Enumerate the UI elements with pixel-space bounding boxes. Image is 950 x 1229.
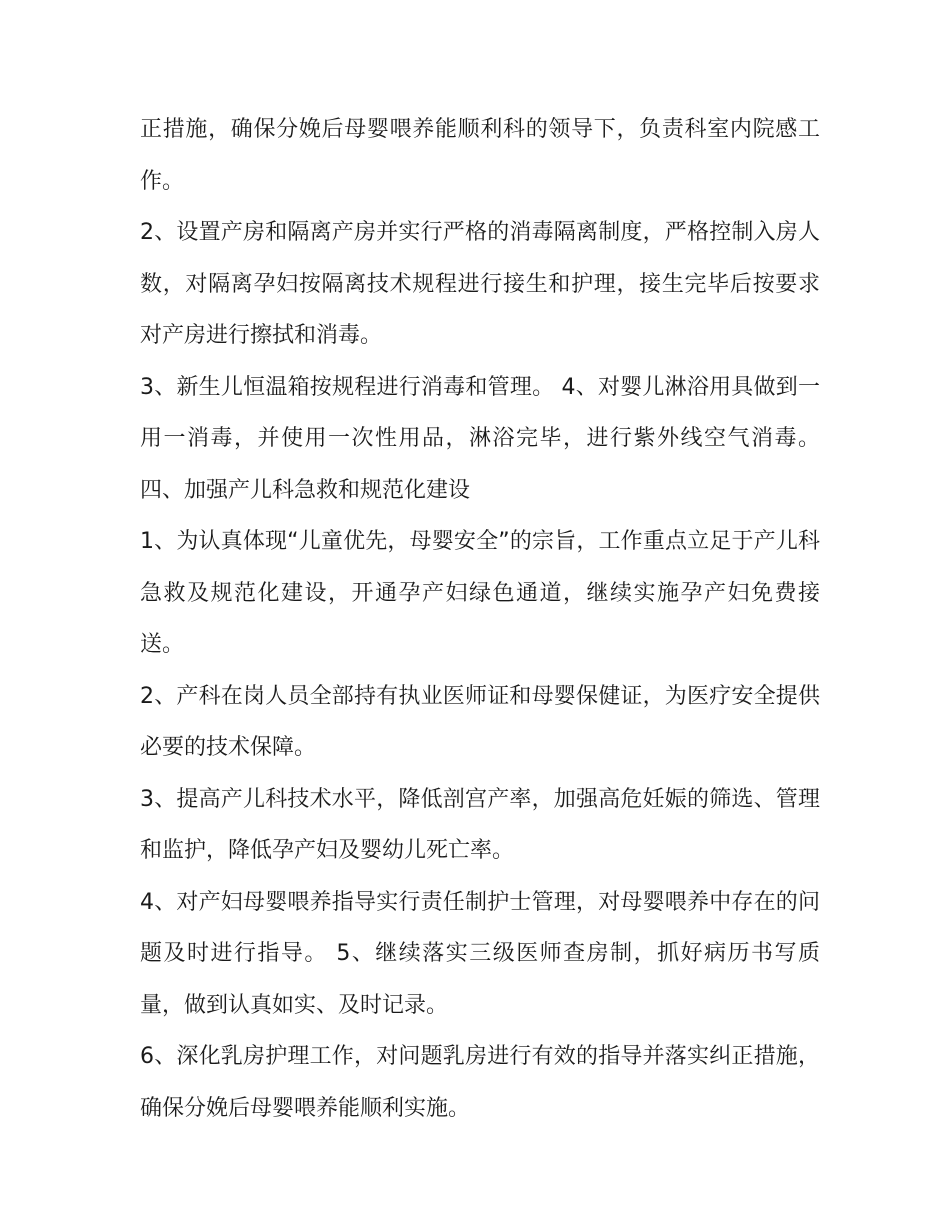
paragraph: 正措施，确保分娩后母婴喂养能顺利科的领导下，负责科室内院感工作。: [140, 117, 820, 194]
paragraph: 6、深化乳房护理工作，对问题乳房进行有效的指导并落实纠正措施，确保分娩后母婴喂养能顺利实施。: [140, 1044, 820, 1121]
paragraph: 4、对产妇母婴喂养指导实行责任制护士管理，对母婴喂养中存在的问题及时进行指导。 5、继续落实三级医师查房制，抓好病历书写质量，做到认真如实、及时记录。: [140, 889, 820, 1018]
paragraph: 1、为认真体现“儿童优先，母婴安全”的宗旨，工作重点立足于产儿科急救及规范化建设，开通孕产妇绿色通道，继续实施孕产妇免费接送。: [140, 529, 820, 657]
paragraph: 3、提高产儿科技术水平，降低剖宫产率，加强高危妊娠的筛选、管理和监护，降低孕产妇及婴幼儿死亡率。: [140, 786, 820, 863]
paragraph: 2、产科在岗人员全部持有执业医师证和母婴保健证，为医疗安全提供必要的技术保障。: [140, 683, 820, 760]
paragraph: 3、新生儿恒温箱按规程进行消毒和管理。 4、对婴儿淋浴用具做到一用一消毒，并使用一次性用品，淋浴完毕，进行紫外线空气消毒。 四、加强产儿科急救和规范化建设: [140, 374, 820, 503]
paragraph: 2、设置产房和隔离产房并实行严格的消毒隔离制度，严格控制入房人数，对隔离孕妇按隔离技术规程进行接生和护理，接生完毕后按要求对产房进行擦拭和消毒。: [140, 220, 820, 348]
document-body: [140, 104, 820, 1134]
